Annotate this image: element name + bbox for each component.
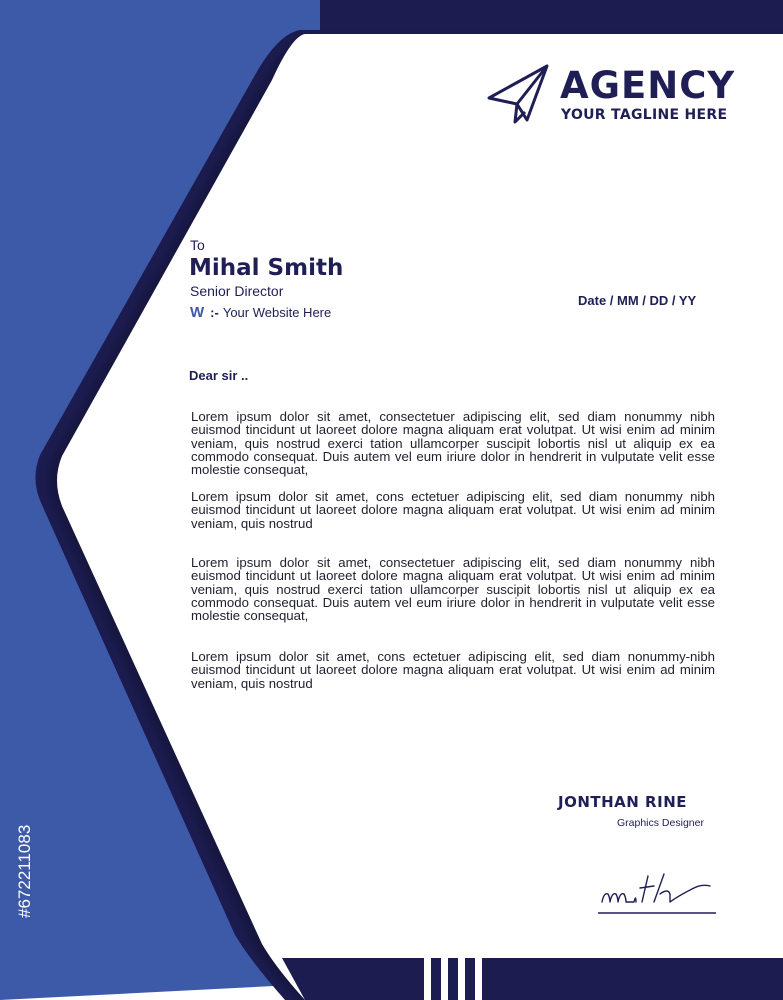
bottom-stripe [441,958,448,1000]
date-field: Date / MM / DD / YY [578,293,697,308]
web-separator: :- [210,305,219,320]
recipient-name: Mihal Smith [189,255,344,281]
web-prefix: W [190,304,205,321]
body-paragraph: Lorem ipsum dolor sit amet, consectetuer adipiscing elit, sed diam nonummy nibh euismod tincidunt ut laoreet dolore magna aliquam erat volutpat. Ut wisi enim ad minim veniam, quis nostrud exerci tation ullamcorper suscipit lobortis nisl ut aliquip ex ea commodo consequat. Duis autem vel eum iriure dolor in hendrerit in vulputate velit esse molestie consequat, [191,409,715,478]
paper-plane-icon [487,64,551,124]
handwritten-signature [598,872,720,912]
recipient-title: Senior Director [190,283,284,299]
greeting: Dear sir .. [189,368,249,383]
bottom-bar [282,958,783,1000]
bottom-stripe [424,958,431,1000]
website-link[interactable]: Your Website Here [222,305,332,320]
bottom-stripe [458,958,465,1000]
to-label: To [190,237,205,253]
bottom-stripe [475,958,482,1000]
stock-id-label [13,768,35,918]
body-paragraph: Lorem ipsum dolor sit amet, consectetuer adipiscing elit, sed diam nonummy nibh euismod tincidunt ut laoreet dolore magna aliquam erat volutpat. Ut wisi enim ad minim veniam, quis nostrud exerci tation ullamcorper suscipit lobortis nisl ut aliquip ex ea commodo consequat. Duis autem vel eum iriure dolor in hendrerit in vulputate velit esse molestie consequat, [191,555,715,624]
website-line [190,304,331,321]
logo-tagline: YOUR TAGLINE HERE [561,107,728,123]
body-paragraph: Lorem ipsum dolor sit amet, cons ectetuer adipiscing elit, sed diam nonummy-nibh euismod tincidunt ut laoreet dolore magna aliquam erat volutpat. Ut wisi enim ad minim veniam, quis nostrud [191,649,715,691]
signatory-name: JONTHAN RINE [558,793,687,811]
logo-name: AGENCY [560,64,736,107]
body-paragraph: Lorem ipsum dolor sit amet, cons ectetuer adipiscing elit, sed diam nonummy nibh euismod tincidunt ut laoreet dolore magna aliquam erat volutpat. Ut wisi enim ad minim veniam, quis nostrud [191,489,715,531]
signatory-role: Graphics Designer [617,817,704,829]
stock-id-text: #672211083 [15,824,34,918]
